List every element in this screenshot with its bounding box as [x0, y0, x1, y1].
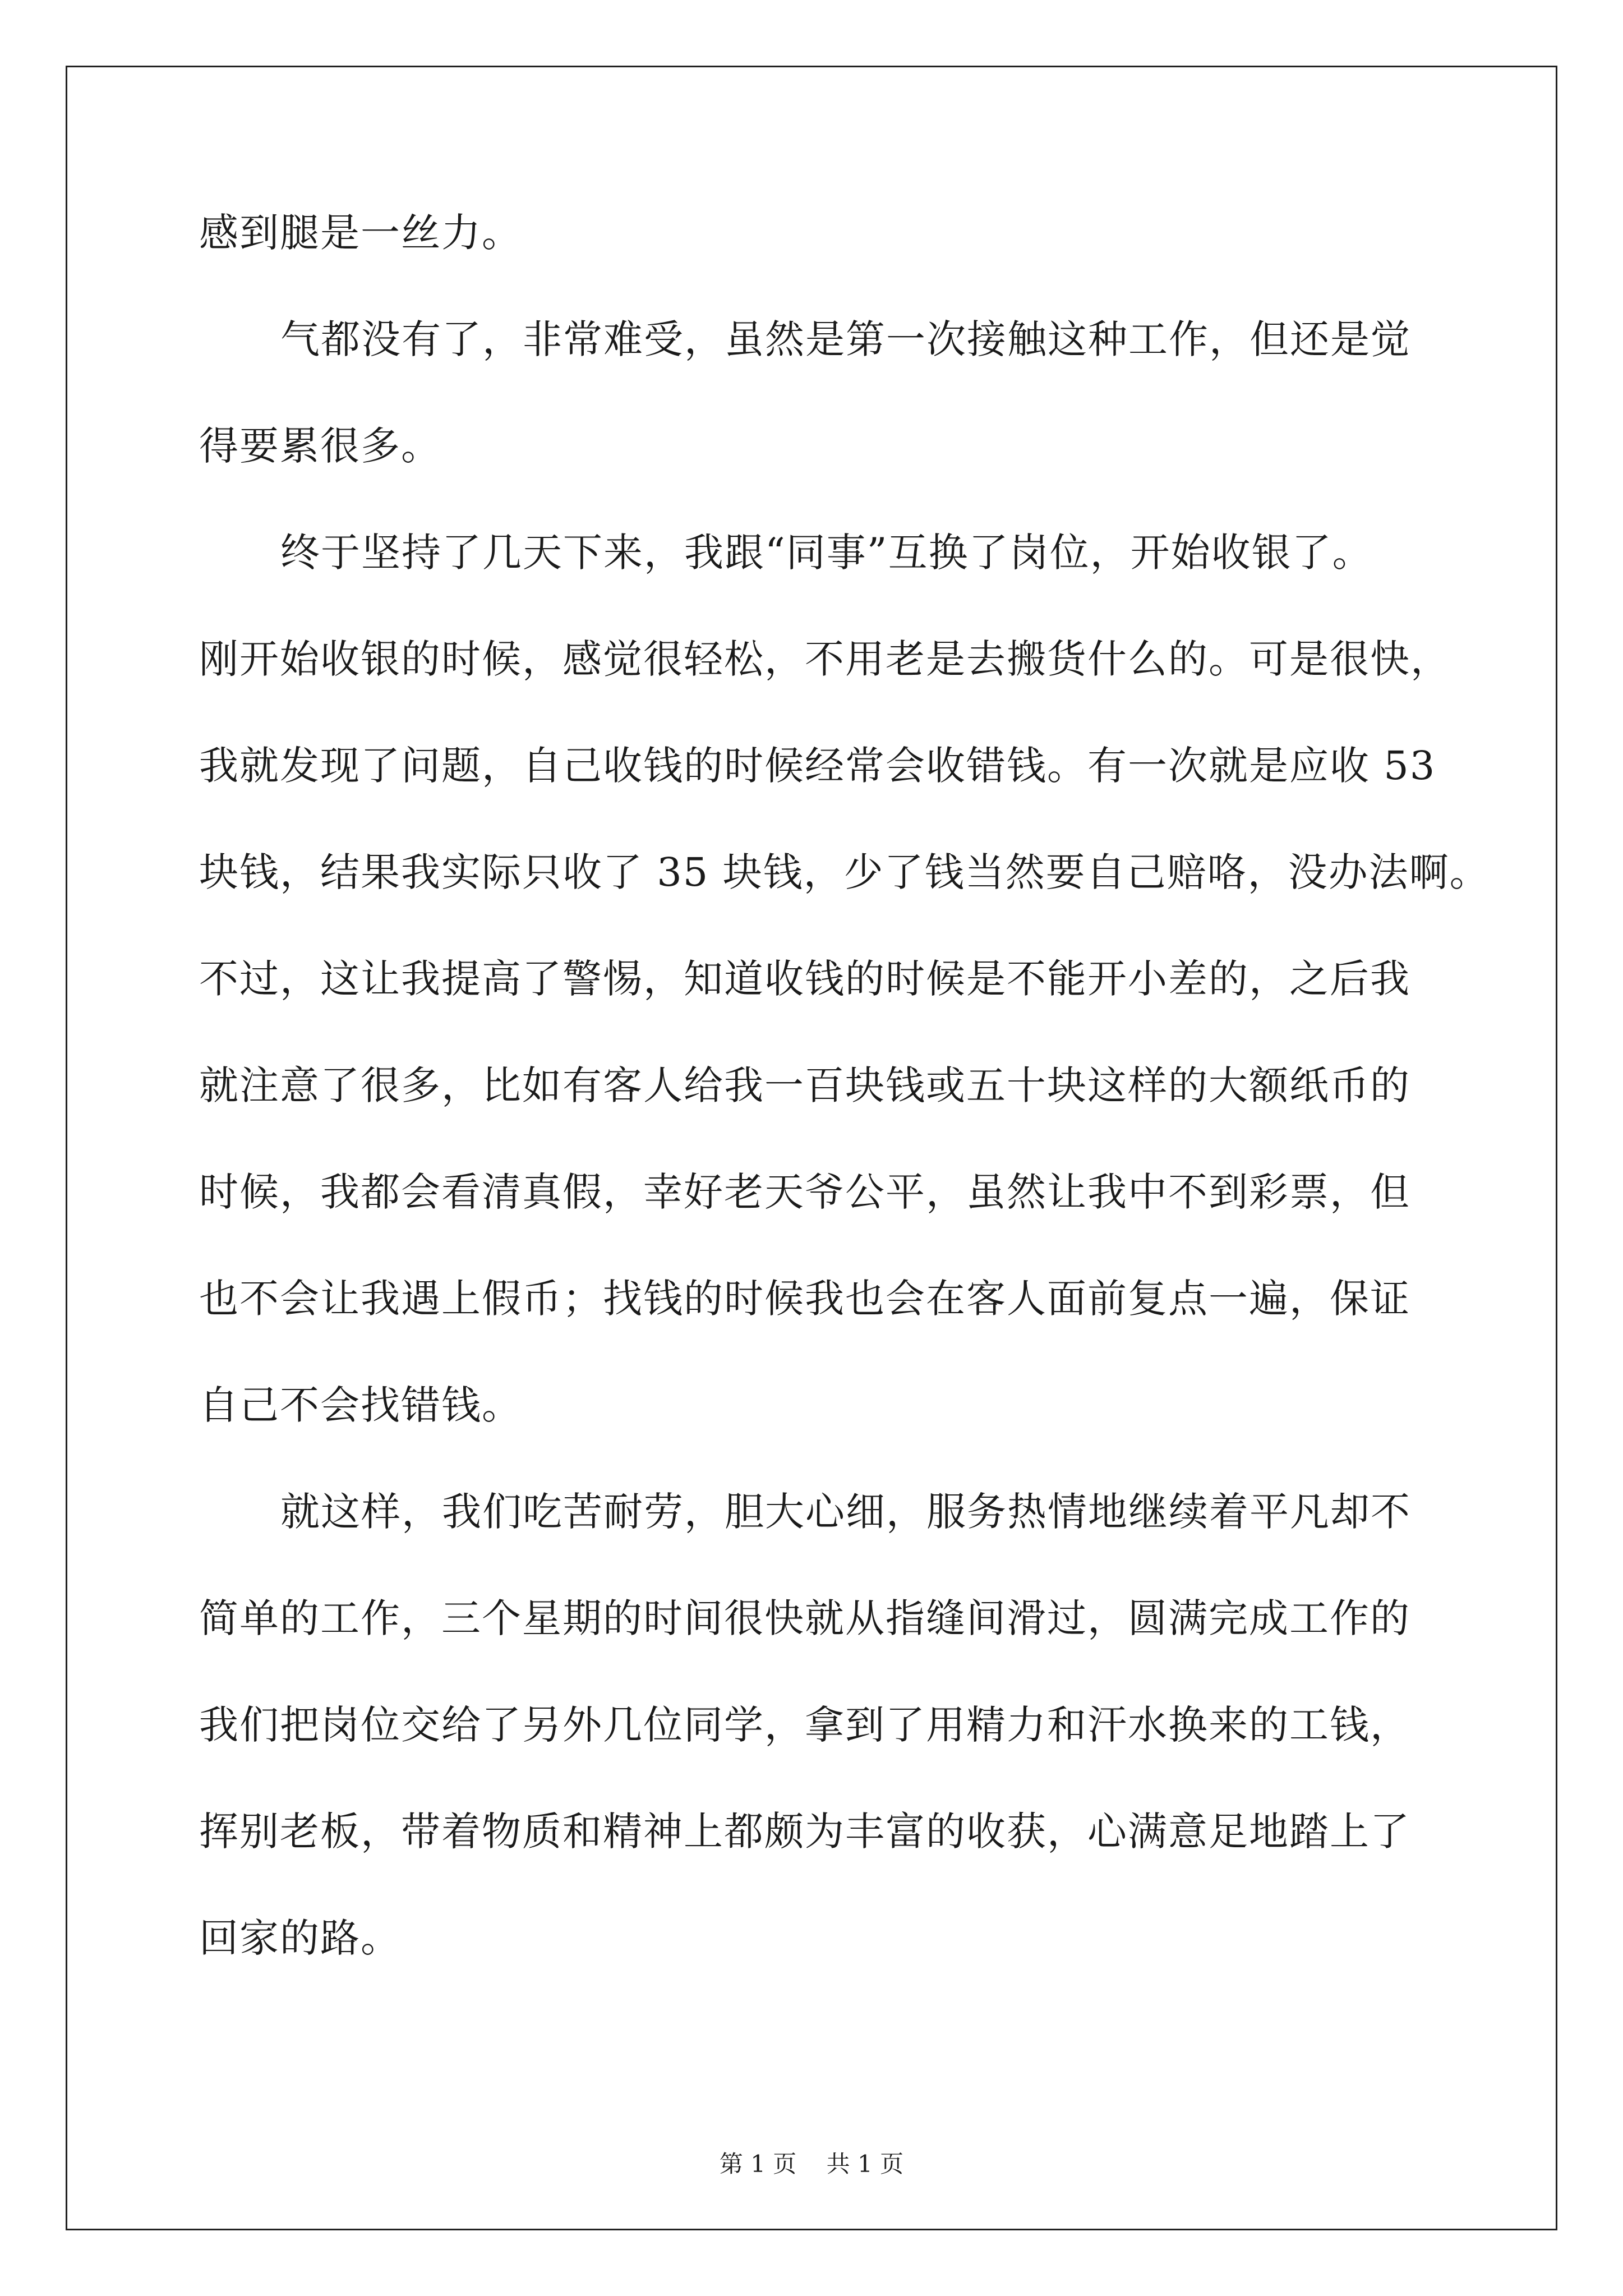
text-line: 我就发现了问题，自己收钱的时候经常会收错钱。有一次就是应收 53: [199, 743, 1436, 789]
page-footer: [0, 2146, 1623, 2179]
text-line: 就注意了很多，比如有客人给我一百块钱或五十块这样的大额纸币的: [199, 1062, 1410, 1108]
text-line: 刚开始收银的时候，感觉很轻松，不用老是去搬货什么的。可是很快，: [199, 636, 1451, 682]
text-line: 简单的工作，三个星期的时间很快就从指缝间滑过，圆满完成工作的: [199, 1595, 1410, 1641]
page-number: 第 1 页: [719, 2150, 797, 2178]
text-line: 也不会让我遇上假币；找钱的时候我也会在客人面前复点一遍，保证: [199, 1276, 1410, 1322]
text-line: 我们把岗位交给了另外几位同学，拿到了用精力和汗水换来的工钱，: [199, 1702, 1410, 1748]
text-line: 回家的路。: [199, 1915, 401, 1961]
text-line: 块钱，结果我实际只收了 35 块钱，少了钱当然要自己赔咯，没办法啊。: [199, 849, 1490, 895]
text-line: 感到腿是一丝力。: [199, 210, 522, 256]
text-line: 得要累很多。: [199, 423, 441, 469]
text-line: 挥别老板，带着物质和精神上都颇为丰富的收获，心满意足地踏上了: [199, 1809, 1410, 1855]
text-line: 自己不会找错钱。: [199, 1382, 522, 1428]
page-total: 共 1 页: [826, 2150, 904, 2178]
text-line: 时候，我都会看清真假，幸好老天爷公平，虽然让我中不到彩票，但: [199, 1169, 1410, 1215]
text-line: 终于坚持了几天下来，我跟“同事”互换了岗位，开始收银了。: [280, 530, 1373, 576]
text-line: 气都没有了，非常难受，虽然是第一次接触这种工作，但还是觉: [280, 316, 1411, 362]
text-line: 就这样，我们吃苦耐劳，胆大心细，服务热情地继续着平凡却不: [280, 1489, 1411, 1535]
text-line: 不过，这让我提高了警惕，知道收钱的时候是不能开小差的，之后我: [199, 956, 1410, 1002]
document-body: [199, 210, 1490, 2025]
